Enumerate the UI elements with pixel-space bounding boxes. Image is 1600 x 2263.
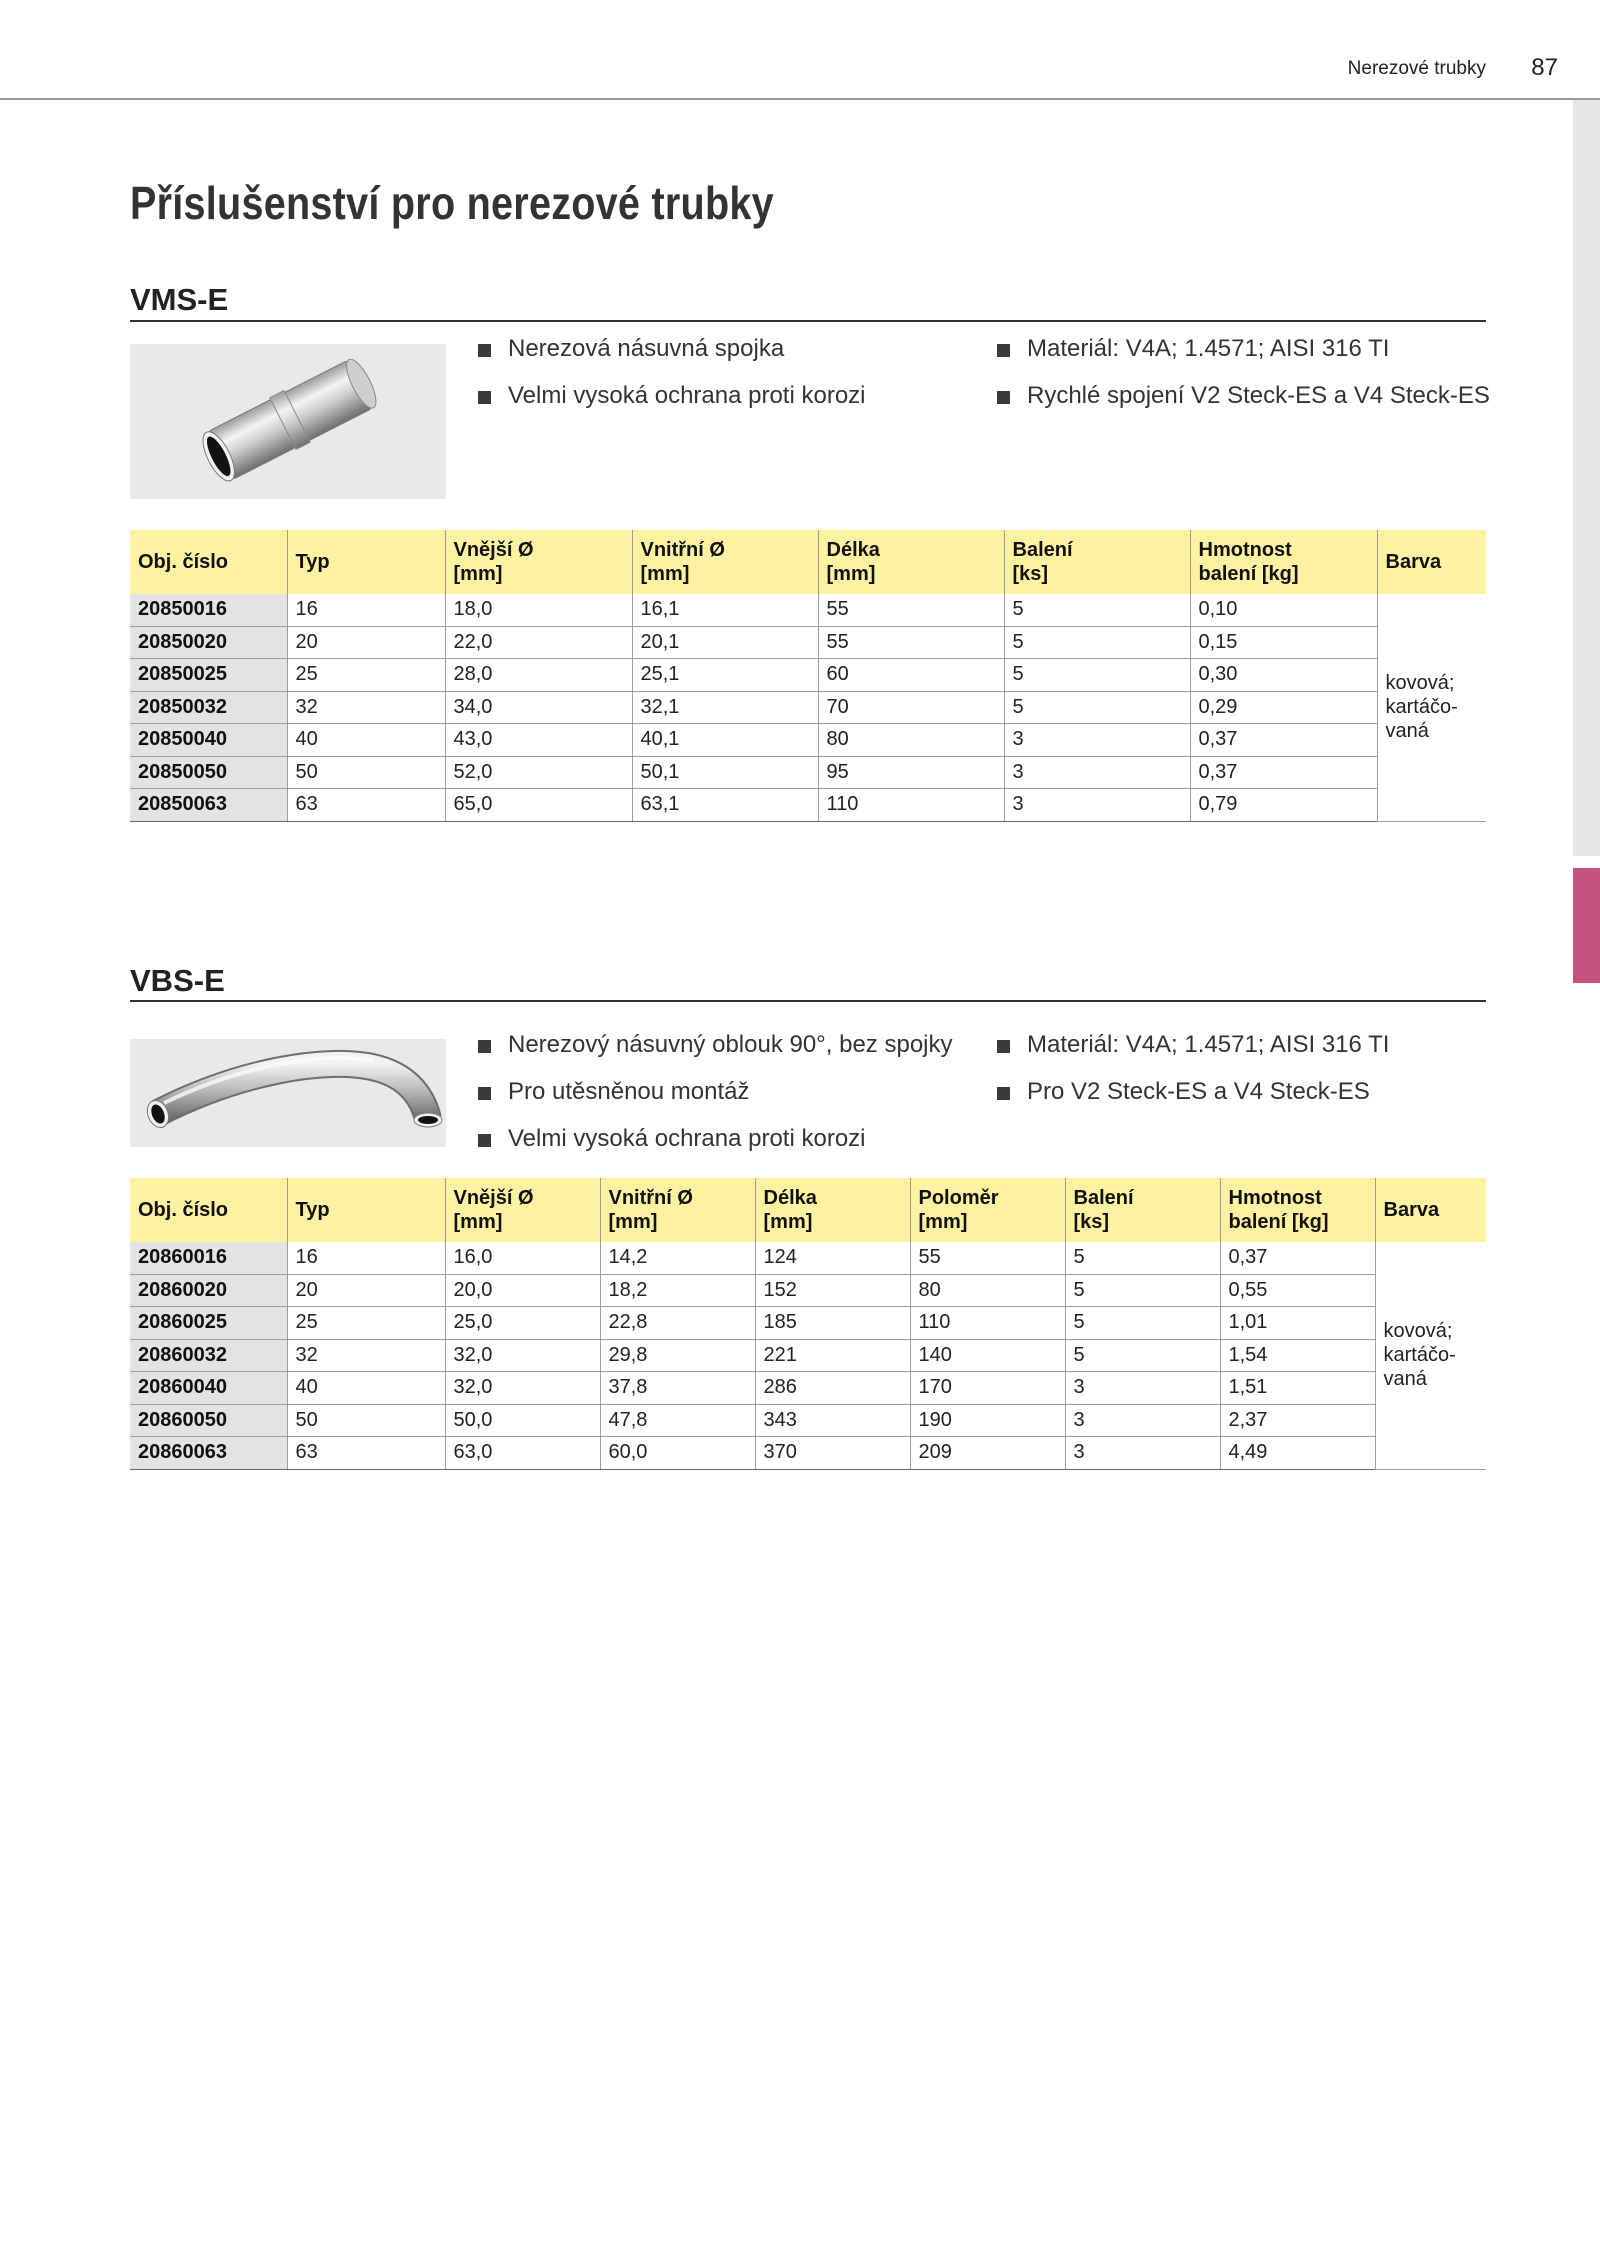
table-cell: 0,37 [1190, 724, 1377, 757]
table-cell: 29,8 [600, 1339, 755, 1372]
table-cell: 5 [1065, 1339, 1220, 1372]
square-bullet-icon [478, 344, 491, 357]
section-heading-vbs-e: VBS-E [130, 963, 225, 998]
table-cell: 60 [818, 659, 1004, 692]
table-cell: 343 [755, 1404, 910, 1437]
column-header: Hmotnost balení [kg] [1220, 1178, 1375, 1242]
column-header: Hmotnost balení [kg] [1190, 530, 1377, 594]
table-cell: 80 [818, 724, 1004, 757]
column-header: Délka [mm] [755, 1178, 910, 1242]
table-cell: 32,1 [632, 691, 818, 724]
table-cell: 185 [755, 1307, 910, 1340]
table-row [130, 1372, 1486, 1405]
table-cell: 63,0 [445, 1437, 600, 1470]
column-header: Obj. číslo [130, 1178, 287, 1242]
table-row [130, 594, 1486, 626]
table-cell: 5 [1065, 1274, 1220, 1307]
table-cell: 152 [755, 1274, 910, 1307]
table-cell: 50 [287, 1404, 445, 1437]
table-cell: 28,0 [445, 659, 632, 692]
table-cell: 5 [1004, 659, 1190, 692]
table-cell: 124 [755, 1242, 910, 1274]
table-cell: 0,37 [1220, 1242, 1375, 1274]
table-cell: 65,0 [445, 789, 632, 822]
table-row [130, 724, 1486, 757]
table-cell: 1,01 [1220, 1307, 1375, 1340]
table-cell: 170 [910, 1372, 1065, 1405]
table-cell: 34,0 [445, 691, 632, 724]
table-cell: 221 [755, 1339, 910, 1372]
table-cell: 18,0 [445, 594, 632, 626]
table-row [130, 691, 1486, 724]
table-cell: 20,1 [632, 626, 818, 659]
side-margin-bar [1573, 100, 1600, 856]
table-cell: 0,79 [1190, 789, 1377, 822]
table-cell: 50 [287, 756, 445, 789]
table-cell: 50,1 [632, 756, 818, 789]
table-cell: 370 [755, 1437, 910, 1470]
feature-item: Nerezový násuvný oblouk 90°, bez spojky [478, 1030, 953, 1077]
feature-item: Pro utěsněnou montáž [478, 1077, 953, 1124]
table-cell: 0,15 [1190, 626, 1377, 659]
table-cell: 25,0 [445, 1307, 600, 1340]
table-cell: 0,29 [1190, 691, 1377, 724]
table-cell: 16 [287, 594, 445, 626]
table-cell: 55 [818, 594, 1004, 626]
square-bullet-icon [478, 391, 491, 404]
table-cell: 25 [287, 1307, 445, 1340]
table-cell: 286 [755, 1372, 910, 1405]
table-cell: 3 [1065, 1437, 1220, 1470]
table-cell: 2,37 [1220, 1404, 1375, 1437]
table-cell: 3 [1065, 1404, 1220, 1437]
table-cell: 0,10 [1190, 594, 1377, 626]
table-row [130, 756, 1486, 789]
table-cell: 3 [1004, 724, 1190, 757]
table-cell: 80 [910, 1274, 1065, 1307]
feature-list-right [997, 1030, 1389, 1124]
color-cell: kovová; kartáčo- vaná [1377, 594, 1486, 821]
article-number-cell: 20860063 [130, 1437, 287, 1470]
color-cell: kovová; kartáčo- vaná [1375, 1242, 1486, 1469]
article-number-cell: 20850025 [130, 659, 287, 692]
table-cell: 110 [818, 789, 1004, 822]
coupling-image [130, 344, 446, 499]
table-cell: 4,49 [1220, 1437, 1375, 1470]
table-row [130, 1339, 1486, 1372]
table-cell: 110 [910, 1307, 1065, 1340]
table-row [130, 1242, 1486, 1274]
square-bullet-icon [478, 1087, 491, 1100]
feature-list-left [478, 334, 866, 428]
header-section-title: Nerezové trubky [1347, 58, 1486, 79]
feature-item: Rychlé spojení V2 Steck-ES a V4 Steck-ES [997, 381, 1490, 428]
article-number-cell: 20850063 [130, 789, 287, 822]
table-row [130, 1404, 1486, 1437]
column-header: Vnitřní Ø [mm] [600, 1178, 755, 1242]
table-cell: 22,0 [445, 626, 632, 659]
article-number-cell: 20850040 [130, 724, 287, 757]
table-cell: 20,0 [445, 1274, 600, 1307]
column-header: Vnitřní Ø [mm] [632, 530, 818, 594]
table-cell: 40,1 [632, 724, 818, 757]
column-header: Poloměr [mm] [910, 1178, 1065, 1242]
column-header: Obj. číslo [130, 530, 287, 594]
article-number-cell: 20860020 [130, 1274, 287, 1307]
feature-item: Nerezová násuvná spojka [478, 334, 866, 381]
table-cell: 32 [287, 1339, 445, 1372]
table-cell: 5 [1065, 1307, 1220, 1340]
table-cell: 16,1 [632, 594, 818, 626]
article-number-cell: 20860040 [130, 1372, 287, 1405]
table-cell: 0,55 [1220, 1274, 1375, 1307]
feature-item: Materiál: V4A; 1.4571; AISI 316 TI [997, 1030, 1389, 1077]
feature-item: Velmi vysoká ochrana proti korozi [478, 1124, 953, 1171]
column-header: Balení [ks] [1004, 530, 1190, 594]
table-cell: 40 [287, 1372, 445, 1405]
table-cell: 63,1 [632, 789, 818, 822]
section-rule [130, 320, 1486, 322]
page-number: 87 [1531, 54, 1558, 81]
column-header: Barva [1377, 530, 1486, 594]
table-cell: 32,0 [445, 1372, 600, 1405]
table-cell: 70 [818, 691, 1004, 724]
table-cell: 63 [287, 789, 445, 822]
table-cell: 20 [287, 626, 445, 659]
table-cell: 25,1 [632, 659, 818, 692]
article-number-cell: 20850020 [130, 626, 287, 659]
feature-item: Materiál: V4A; 1.4571; AISI 316 TI [997, 334, 1490, 381]
article-number-cell: 20860016 [130, 1242, 287, 1274]
section-rule [130, 1000, 1486, 1002]
feature-list-left [478, 1030, 953, 1171]
table-cell: 22,8 [600, 1307, 755, 1340]
table-cell: 5 [1004, 626, 1190, 659]
table-cell: 16,0 [445, 1242, 600, 1274]
table-cell: 5 [1065, 1242, 1220, 1274]
square-bullet-icon [478, 1134, 491, 1147]
bend-image [130, 1039, 446, 1147]
table-cell: 0,37 [1190, 756, 1377, 789]
table-cell: 1,54 [1220, 1339, 1375, 1372]
square-bullet-icon [997, 1087, 1010, 1100]
article-number-cell: 20860025 [130, 1307, 287, 1340]
table-cell: 55 [818, 626, 1004, 659]
table-cell: 5 [1004, 594, 1190, 626]
square-bullet-icon [997, 344, 1010, 357]
table-cell: 47,8 [600, 1404, 755, 1437]
product-table-vms-e [130, 530, 1486, 822]
column-header: Délka [mm] [818, 530, 1004, 594]
feature-item: Velmi vysoká ochrana proti korozi [478, 381, 866, 428]
column-header: Vnější Ø [mm] [445, 1178, 600, 1242]
table-header-row [130, 1178, 1486, 1242]
table-cell: 32 [287, 691, 445, 724]
table-cell: 60,0 [600, 1437, 755, 1470]
table-cell: 5 [1004, 691, 1190, 724]
table-cell: 3 [1004, 756, 1190, 789]
column-header: Vnější Ø [mm] [445, 530, 632, 594]
table-cell: 55 [910, 1242, 1065, 1274]
table-cell: 25 [287, 659, 445, 692]
table-cell: 37,8 [600, 1372, 755, 1405]
table-cell: 50,0 [445, 1404, 600, 1437]
feature-list-right [997, 334, 1490, 428]
table-row [130, 1437, 1486, 1470]
page-title: Příslušenství pro nerezové trubky [130, 177, 774, 229]
article-number-cell: 20850016 [130, 594, 287, 626]
table-cell: 63 [287, 1437, 445, 1470]
square-bullet-icon [997, 391, 1010, 404]
table-cell: 52,0 [445, 756, 632, 789]
table-cell: 32,0 [445, 1339, 600, 1372]
table-cell: 16 [287, 1242, 445, 1274]
table-cell: 209 [910, 1437, 1065, 1470]
table-cell: 20 [287, 1274, 445, 1307]
column-header: Typ [287, 1178, 445, 1242]
section-heading-vms-e: VMS-E [130, 282, 229, 317]
column-header: Typ [287, 530, 445, 594]
square-bullet-icon [997, 1040, 1010, 1053]
square-bullet-icon [478, 1040, 491, 1053]
table-cell: 3 [1004, 789, 1190, 822]
table-cell: 3 [1065, 1372, 1220, 1405]
table-cell: 190 [910, 1404, 1065, 1437]
article-number-cell: 20850032 [130, 691, 287, 724]
column-header: Barva [1375, 1178, 1486, 1242]
table-row [130, 1274, 1486, 1307]
table-cell: 140 [910, 1339, 1065, 1372]
table-row [130, 1307, 1486, 1340]
table-cell: 0,30 [1190, 659, 1377, 692]
table-row [130, 626, 1486, 659]
header-rule [0, 98, 1600, 100]
article-number-cell: 20860032 [130, 1339, 287, 1372]
table-cell: 95 [818, 756, 1004, 789]
table-cell: 14,2 [600, 1242, 755, 1274]
chapter-tab-marker [1573, 868, 1600, 983]
product-table-vbs-e [130, 1178, 1486, 1470]
table-row [130, 789, 1486, 822]
table-cell: 40 [287, 724, 445, 757]
column-header: Balení [ks] [1065, 1178, 1220, 1242]
article-number-cell: 20850050 [130, 756, 287, 789]
table-header-row [130, 530, 1486, 594]
article-number-cell: 20860050 [130, 1404, 287, 1437]
feature-item: Pro V2 Steck-ES a V4 Steck-ES [997, 1077, 1389, 1124]
table-cell: 43,0 [445, 724, 632, 757]
table-cell: 18,2 [600, 1274, 755, 1307]
table-row [130, 659, 1486, 692]
table-cell: 1,51 [1220, 1372, 1375, 1405]
